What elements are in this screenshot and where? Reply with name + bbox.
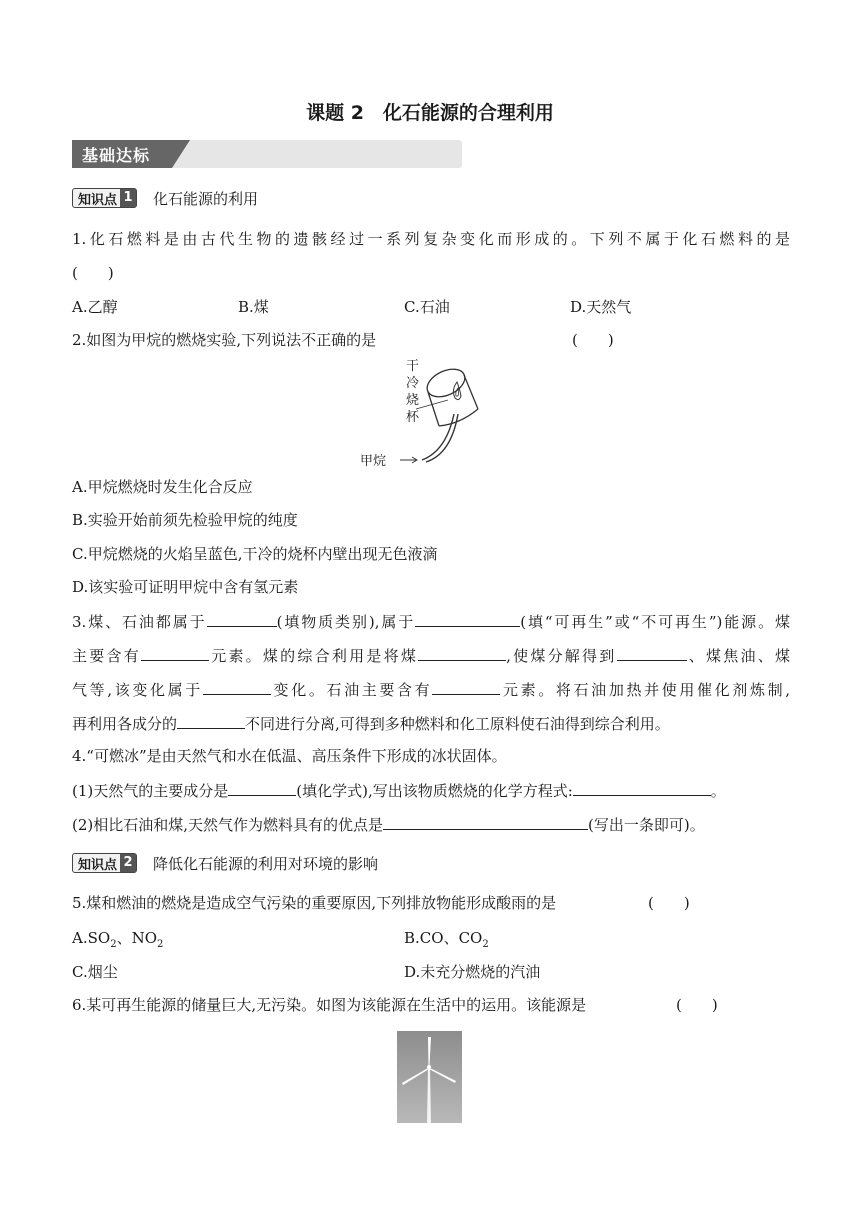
q4-text: (1)天然气的主要成分是 <box>72 782 229 800</box>
subscript: 2 <box>482 939 489 950</box>
q1-stem: 1.化石燃料是由古代生物的遗骸经过一系列复杂变化而形成的。下列不属于化石燃料的是 <box>72 230 790 248</box>
subscript: 2 <box>157 939 164 950</box>
kp-label: 知识点 <box>78 857 118 873</box>
kp-badge <box>72 188 137 208</box>
q4-text: (写出一条即可)。 <box>588 816 705 834</box>
q4-sub-2 <box>72 814 705 835</box>
answer-blank[interactable] <box>383 814 588 830</box>
q3-text: 元素。煤的综合利用是将煤 <box>208 647 419 665</box>
q2-option-c: C.甲烷燃烧的火焰呈蓝色,干冷的烧杯内壁出现无色液滴 <box>72 545 438 563</box>
kp-number: 1 <box>120 189 136 207</box>
q3-text: 不同进行分离,可得到多种燃料和化工原料使石油得到综合利用。 <box>245 715 670 733</box>
knowledge-point-2 <box>72 852 378 874</box>
answer-blank[interactable] <box>573 780 711 796</box>
q3-text: 主要含有 <box>72 647 141 665</box>
q2-option-b: B.实验开始前须先检验甲烷的纯度 <box>72 511 298 529</box>
cup-label-char: 干 <box>406 359 420 374</box>
kp-number: 2 <box>120 854 136 872</box>
q2-paren: ( ) <box>572 331 614 349</box>
q1-option-d: D.天然气 <box>570 298 632 316</box>
q5-text: B.CO、CO <box>404 929 483 947</box>
q3-text: (填“可再生”或“不可再生”)能源。煤 <box>520 613 790 631</box>
q2-stem: 2.如图为甲烷的燃烧实验,下列说法不正确的是 <box>72 331 377 349</box>
q5-option-a <box>72 927 163 950</box>
q2-option-d: D.该实验可证明甲烷中含有氢元素 <box>72 578 299 596</box>
answer-blank[interactable] <box>617 645 687 661</box>
q4-sub-1 <box>72 780 726 801</box>
q3-text: 气等,该变化属于 <box>72 681 203 699</box>
q2-option-a: A.甲烷燃烧时发生化合反应 <box>72 478 253 496</box>
q6-paren: ( ) <box>676 996 718 1014</box>
q5-option-c: C.烟尘 <box>72 963 118 981</box>
q5-text: 、NO <box>116 929 157 947</box>
methane-figure <box>356 356 506 468</box>
answer-blank[interactable] <box>207 611 277 627</box>
section-banner <box>72 140 462 168</box>
q3-line-3 <box>72 679 790 700</box>
q3-text: 、煤焦油、煤 <box>686 647 790 665</box>
kp-badge <box>72 853 137 873</box>
q3-text: 变化。石油主要含有 <box>270 681 433 699</box>
q4-text: 。 <box>710 782 726 800</box>
answer-blank[interactable] <box>141 645 209 661</box>
answer-blank[interactable] <box>415 611 520 627</box>
q3-line-2 <box>72 645 790 666</box>
knowledge-point-1 <box>72 187 258 209</box>
banner-text: 基础达标 <box>82 146 151 165</box>
gas-label: 甲烷 <box>360 454 387 469</box>
q3-text: (填物质类别),属于 <box>276 613 416 631</box>
q5-option-d: D.未充分燃烧的汽油 <box>404 963 541 981</box>
q5-paren: ( ) <box>648 894 690 912</box>
kp-label: 知识点 <box>78 192 118 208</box>
page-title: 课题 2 化石能源的合理利用 <box>306 102 554 124</box>
answer-blank[interactable] <box>177 713 245 729</box>
subscript: 2 <box>110 939 117 950</box>
q3-text: 再利用各成分的 <box>72 715 178 733</box>
answer-blank[interactable] <box>228 780 296 796</box>
q5-option-b <box>404 927 489 950</box>
q3-text: ,使煤分解得到 <box>506 647 617 665</box>
q3-line-1 <box>72 611 790 632</box>
q5-stem: 5.煤和燃油的燃烧是造成空气污染的重要原因,下列排放物能形成酸雨的是 <box>72 894 557 912</box>
answer-blank[interactable] <box>203 679 271 695</box>
q1-option-a: A.乙醇 <box>72 298 118 316</box>
q1-paren: ( ) <box>72 264 114 282</box>
q5-text: A.SO <box>72 929 111 947</box>
cup-label-char: 冷 <box>406 376 420 391</box>
cup-label-char: 烧 <box>406 393 420 408</box>
answer-blank[interactable] <box>432 679 500 695</box>
kp-title: 化石能源的利用 <box>153 189 259 208</box>
q6-stem: 6.某可再生能源的储量巨大,无污染。如图为该能源在生活中的运用。该能源是 <box>72 996 587 1014</box>
q1-option-c: C.石油 <box>404 298 450 316</box>
q3-text: 3.煤、石油都属于 <box>72 613 207 631</box>
kp-title: 降低化石能源的利用对环境的影响 <box>153 854 379 873</box>
cup-label-char: 杯 <box>406 410 420 425</box>
wind-turbine-image <box>397 1031 462 1123</box>
q3-line-4 <box>72 713 670 734</box>
cup-label <box>406 358 420 426</box>
q4-text: (2)相比石油和煤,天然气作为燃料具有的优点是 <box>72 816 384 834</box>
q4-stem: 4.“可燃冰”是由天然气和水在低温、高压条件下形成的冰状固体。 <box>72 747 507 765</box>
q1-option-b: B.煤 <box>238 298 269 316</box>
q3-text: 元素。将石油加热并使用催化剂炼制, <box>500 681 790 699</box>
q4-text: (填化学式),写出该物质燃烧的化学方程式: <box>296 782 573 800</box>
answer-blank[interactable] <box>418 645 506 661</box>
